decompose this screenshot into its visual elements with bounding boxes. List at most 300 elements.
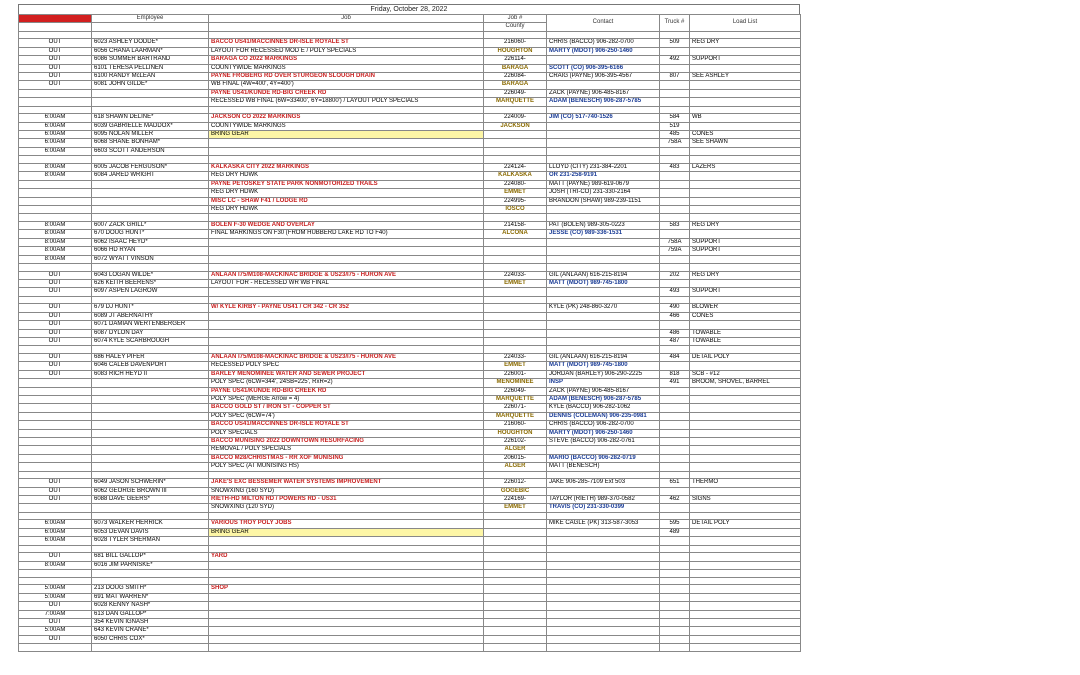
table-row xyxy=(19,255,801,263)
cell-job-number xyxy=(484,577,547,585)
cell-time xyxy=(19,296,92,304)
cell-truck xyxy=(660,362,690,370)
cell-contact: MIKE CAGLE (PK) 313-587-3053 xyxy=(547,520,660,528)
cell-contact xyxy=(547,627,660,635)
cell-employee: 6066 HD RYAN xyxy=(92,247,209,255)
table-row xyxy=(19,271,801,279)
cell-job-number xyxy=(484,337,547,345)
cell-contact: LLOYD (CITY) 231-384-2201 xyxy=(547,163,660,171)
cell-job: PAYNE US41/KUNDE RD-BIG CREEK RD xyxy=(209,89,484,97)
table-row xyxy=(19,610,801,618)
cell-contact xyxy=(547,329,660,337)
cell-load-list xyxy=(690,644,801,652)
cell-load-list xyxy=(690,593,801,601)
cell-employee: 6100 RANDY McLEAN xyxy=(92,73,209,81)
cell-job: BRING GEAR xyxy=(209,131,484,139)
cell-truck: 491 xyxy=(660,379,690,387)
cell-job xyxy=(209,337,484,345)
cell-job-number: ALGER xyxy=(484,463,547,471)
cell-job-number xyxy=(484,263,547,271)
cell-job-number xyxy=(484,238,547,246)
cell-job-number xyxy=(484,593,547,601)
cell-load-list: LAZERS xyxy=(690,163,801,171)
cell-time: OUT xyxy=(19,370,92,378)
cell-truck xyxy=(660,635,690,643)
cell-contact xyxy=(547,471,660,479)
table-row xyxy=(19,56,801,64)
header-contact: Contact xyxy=(547,15,660,32)
cell-contact: ZACK (PAYNE) 906-485-8167 xyxy=(547,89,660,97)
cell-contact: GIL (ANLAAN) 616-215-8194 xyxy=(547,353,660,361)
cell-employee: 6089 JT ABERNATHY xyxy=(92,312,209,320)
cell-truck: 595 xyxy=(660,520,690,528)
cell-load-list xyxy=(690,180,801,188)
cell-job-number xyxy=(484,610,547,618)
spacer-row xyxy=(19,296,801,304)
cell-employee xyxy=(92,412,209,420)
cell-contact xyxy=(547,247,660,255)
cell-truck xyxy=(660,421,690,429)
table-row xyxy=(19,39,801,47)
cell-load-list xyxy=(690,487,801,495)
cell-time: OUT xyxy=(19,39,92,47)
cell-load-list xyxy=(690,577,801,585)
cell-job-number xyxy=(484,321,547,329)
spacer-row xyxy=(19,263,801,271)
spacer-row xyxy=(19,570,801,578)
table-row xyxy=(19,553,801,561)
cell-truck xyxy=(660,189,690,197)
cell-load-list xyxy=(690,412,801,420)
cell-employee: 679 DJ HUNT* xyxy=(92,304,209,312)
cell-job xyxy=(209,247,484,255)
cell-job: PAYNE US41/KUNDE RD-BIG CREEK RD xyxy=(209,387,484,395)
cell-truck: 758A xyxy=(660,139,690,147)
cell-employee: 6062 ISAAC HEYD* xyxy=(92,238,209,246)
cell-contact xyxy=(547,255,660,263)
cell-truck xyxy=(660,396,690,404)
cell-contact xyxy=(547,288,660,296)
cell-job-number xyxy=(484,644,547,652)
cell-job xyxy=(209,321,484,329)
cell-job-number: 214158- xyxy=(484,221,547,229)
cell-job: JAKE'S EXC BESSEMER WATER SYSTEMS IMPROVEMENT xyxy=(209,479,484,487)
cell-job-number xyxy=(484,537,547,545)
cell-job-number: BARAGA xyxy=(484,64,547,72)
cell-contact: JOSH (TRI-CO) 231-330-2164 xyxy=(547,189,660,197)
cell-job xyxy=(209,255,484,263)
cell-employee xyxy=(92,296,209,304)
cell-truck xyxy=(660,593,690,601)
cell-contact xyxy=(547,139,660,147)
cell-contact: JIM (CO) 517-740-1526 xyxy=(547,114,660,122)
header-blank xyxy=(92,23,209,31)
cell-time xyxy=(19,379,92,387)
cell-load-list xyxy=(690,214,801,222)
cell-job-number: KALKASKA xyxy=(484,172,547,180)
cell-contact xyxy=(547,577,660,585)
cell-job-number: BARAGA xyxy=(484,81,547,89)
cell-job xyxy=(209,31,484,39)
header-employee: Employee xyxy=(92,15,209,23)
cell-employee xyxy=(92,189,209,197)
cell-job: LAYOUT FOR RECESSED MOD E / POLY SPECIALS xyxy=(209,47,484,55)
cell-employee: 686 HALEY PIFER xyxy=(92,353,209,361)
cell-time: 5:00AM xyxy=(19,585,92,593)
cell-truck xyxy=(660,321,690,329)
cell-job-number: 226102- xyxy=(484,438,547,446)
cell-job: LAYOUT FOR - RECESSED WR WB FINAL xyxy=(209,279,484,287)
cell-load-list xyxy=(690,396,801,404)
cell-truck: 202 xyxy=(660,271,690,279)
cell-job xyxy=(209,329,484,337)
cell-job-number xyxy=(484,296,547,304)
cell-load-list xyxy=(690,321,801,329)
cell-truck xyxy=(660,487,690,495)
cell-job xyxy=(209,644,484,652)
cell-load-list xyxy=(690,122,801,130)
cell-job xyxy=(209,471,484,479)
cell-employee xyxy=(92,89,209,97)
header-load-list: Load List xyxy=(690,15,801,32)
cell-time xyxy=(19,421,92,429)
cell-contact xyxy=(547,570,660,578)
cell-truck xyxy=(660,147,690,155)
spacer-row xyxy=(19,346,801,354)
cell-job-number: EMMET xyxy=(484,362,547,370)
cell-job xyxy=(209,288,484,296)
cell-load-list xyxy=(690,421,801,429)
cell-employee: 6050 CHRIS COX* xyxy=(92,635,209,643)
cell-time xyxy=(19,438,92,446)
cell-job xyxy=(209,610,484,618)
table-row xyxy=(19,438,801,446)
cell-job-number xyxy=(484,255,547,263)
cell-load-list xyxy=(690,147,801,155)
cell-job-number: 226114- xyxy=(484,56,547,64)
cell-employee xyxy=(92,98,209,106)
cell-load-list xyxy=(690,98,801,106)
cell-time: 8:00AM xyxy=(19,230,92,238)
cell-time: 6:00AM xyxy=(19,520,92,528)
cell-time: OUT xyxy=(19,362,92,370)
cell-job: BOLEN F-30 WEDGE AND OVERLAY xyxy=(209,221,484,229)
cell-truck xyxy=(660,471,690,479)
header-blank xyxy=(19,23,92,31)
cell-truck: 483 xyxy=(660,163,690,171)
cell-time: OUT xyxy=(19,329,92,337)
cell-contact: CRAIG (PAYNE) 906-395-4567 xyxy=(547,73,660,81)
cell-employee: 6068 SHANE BONHAM* xyxy=(92,139,209,147)
cell-employee xyxy=(92,471,209,479)
cell-load-list xyxy=(690,463,801,471)
cell-load-list xyxy=(690,47,801,55)
cell-time: 8:00AM xyxy=(19,221,92,229)
cell-load-list xyxy=(690,602,801,610)
cell-truck xyxy=(660,644,690,652)
schedule-rows xyxy=(19,31,801,651)
cell-employee: 618 SHAWN DELINE* xyxy=(92,114,209,122)
cell-load-list xyxy=(690,429,801,437)
cell-truck xyxy=(660,454,690,462)
cell-employee: 6074 KYLE SCARBROUGH xyxy=(92,337,209,345)
cell-load-list xyxy=(690,553,801,561)
cell-load-list: CONES xyxy=(690,131,801,139)
cell-job-number xyxy=(484,561,547,569)
cell-job: BACCO US41/MACCINNES DR-ISLE ROYALE ST xyxy=(209,39,484,47)
table-row xyxy=(19,504,801,512)
cell-time: OUT xyxy=(19,496,92,504)
cell-load-list: TOWABLE xyxy=(690,337,801,345)
cell-job-number: MARQUETTE xyxy=(484,412,547,420)
cell-time: OUT xyxy=(19,304,92,312)
cell-employee: 6095 NOLAN MILLER xyxy=(92,131,209,139)
cell-job xyxy=(209,512,484,520)
spacer-row xyxy=(19,545,801,553)
cell-employee xyxy=(92,545,209,553)
cell-load-list xyxy=(690,528,801,536)
table-row xyxy=(19,189,801,197)
cell-job-number: 224009- xyxy=(484,114,547,122)
cell-truck xyxy=(660,602,690,610)
cell-time: OUT xyxy=(19,487,92,495)
cell-load-list xyxy=(690,31,801,39)
cell-time: 8:00AM xyxy=(19,561,92,569)
cell-job-number xyxy=(484,520,547,528)
cell-employee: 670 DOUG HUNT* xyxy=(92,230,209,238)
cell-contact xyxy=(547,618,660,626)
cell-truck xyxy=(660,156,690,164)
cell-employee: 6016 JIM PARNISKE* xyxy=(92,561,209,569)
cell-contact xyxy=(547,644,660,652)
cell-time: OUT xyxy=(19,64,92,72)
cell-job: PAYNE PETOSKEY STATE PARK NONMOTORIZED TRAILS xyxy=(209,180,484,188)
cell-time: 8:00AM xyxy=(19,238,92,246)
cell-contact: MATT (PAYNE) 989-619-0679 xyxy=(547,180,660,188)
cell-job-number: MENOMINEE xyxy=(484,379,547,387)
spacer-row xyxy=(19,644,801,652)
cell-truck: 759A xyxy=(660,247,690,255)
cell-load-list: DETAIL POLY xyxy=(690,353,801,361)
cell-job xyxy=(209,312,484,320)
cell-job-number xyxy=(484,247,547,255)
cell-job xyxy=(209,156,484,164)
cell-time xyxy=(19,31,92,39)
cell-employee xyxy=(92,504,209,512)
cell-time: 5:00AM xyxy=(19,593,92,601)
cell-time: OUT xyxy=(19,602,92,610)
table-row xyxy=(19,593,801,601)
cell-load-list: TOWABLE xyxy=(690,329,801,337)
cell-truck xyxy=(660,47,690,55)
cell-load-list: BROOM, SHOVEL, BARREL xyxy=(690,379,801,387)
cell-time xyxy=(19,89,92,97)
cell-truck: 493 xyxy=(660,288,690,296)
table-row xyxy=(19,537,801,545)
cell-employee: 6056 CHANA LAARMAN* xyxy=(92,47,209,55)
cell-load-list xyxy=(690,512,801,520)
cell-load-list: REG DRY xyxy=(690,39,801,47)
cell-job xyxy=(209,602,484,610)
header-job-number: Job # xyxy=(484,15,547,23)
cell-contact: STEVE (BACCO) 906-282-0761 xyxy=(547,438,660,446)
table-row xyxy=(19,421,801,429)
cell-time xyxy=(19,404,92,412)
cell-load-list xyxy=(690,205,801,213)
table-row xyxy=(19,247,801,255)
cell-employee: 6071 DAMIAN WERTENBERGER xyxy=(92,321,209,329)
cell-job-number: 224033- xyxy=(484,353,547,361)
spacer-row xyxy=(19,577,801,585)
cell-job xyxy=(209,627,484,635)
cell-job-number: 224169- xyxy=(484,496,547,504)
cell-job-number xyxy=(484,570,547,578)
cell-contact xyxy=(547,537,660,545)
header-row xyxy=(19,15,801,23)
cell-job: FINAL MARKINGS ON F30 (FROM HUBBERD LAKE RD TO F40) xyxy=(209,230,484,238)
cell-truck xyxy=(660,545,690,553)
cell-job: RIETH-HD MILTON RD / POWERS RD - US31 xyxy=(209,496,484,504)
cell-load-list xyxy=(690,362,801,370)
cell-truck xyxy=(660,504,690,512)
cell-employee xyxy=(92,197,209,205)
cell-job-number: EMMET xyxy=(484,189,547,197)
cell-truck xyxy=(660,214,690,222)
cell-contact xyxy=(547,346,660,354)
table-row xyxy=(19,446,801,454)
cell-contact xyxy=(547,56,660,64)
table-row xyxy=(19,279,801,287)
cell-job: BACCO MUNISING 2022 DOWNTOWN RESURFACING xyxy=(209,438,484,446)
cell-job-number xyxy=(484,329,547,337)
cell-job-number xyxy=(484,147,547,155)
cell-contact xyxy=(547,214,660,222)
table-row xyxy=(19,114,801,122)
cell-load-list xyxy=(690,610,801,618)
cell-job xyxy=(209,139,484,147)
cell-contact: SCOTT (CO) 906-395-6166 xyxy=(547,64,660,72)
table-row xyxy=(19,487,801,495)
cell-job-number xyxy=(484,288,547,296)
cell-contact xyxy=(547,321,660,329)
cell-load-list xyxy=(690,454,801,462)
cell-time: OUT xyxy=(19,81,92,89)
cell-load-list xyxy=(690,156,801,164)
cell-load-list xyxy=(690,504,801,512)
date-header: Friday, October 28, 2022 xyxy=(18,4,800,14)
cell-job-number xyxy=(484,106,547,114)
cell-contact: PAT (BOLEN) 989-305-0223 xyxy=(547,221,660,229)
cell-load-list xyxy=(690,618,801,626)
cell-job: ANLAAN I75/M108-MACKINAC BRIDGE & US23/I75 - HURON AVE xyxy=(209,271,484,279)
cell-time: OUT xyxy=(19,553,92,561)
cell-job-number: IOSCO xyxy=(484,205,547,213)
cell-truck xyxy=(660,106,690,114)
cell-job xyxy=(209,147,484,155)
table-row xyxy=(19,362,801,370)
cell-job-number xyxy=(484,139,547,147)
cell-truck: 489 xyxy=(660,528,690,536)
header-truck: Truck # xyxy=(660,15,690,32)
cell-time: OUT xyxy=(19,353,92,361)
cell-employee: 6097 ASPEN LAGROW xyxy=(92,288,209,296)
cell-truck: 584 xyxy=(660,114,690,122)
cell-employee: 6053 DEVAN DAVIS xyxy=(92,528,209,536)
cell-truck xyxy=(660,585,690,593)
cell-truck xyxy=(660,230,690,238)
cell-employee xyxy=(92,379,209,387)
cell-truck xyxy=(660,387,690,395)
table-row xyxy=(19,463,801,471)
cell-load-list xyxy=(690,404,801,412)
cell-job: POLY SPEC (6CW=74') xyxy=(209,412,484,420)
cell-load-list: THERMO xyxy=(690,479,801,487)
cell-job-number xyxy=(484,131,547,139)
cell-job-number xyxy=(484,528,547,536)
cell-job: MISC LC - SHAW F41 / LODGE RD xyxy=(209,197,484,205)
cell-contact: ADAM (BENESCH) 906-287-5785 xyxy=(547,98,660,106)
cell-job: BACCO GOLD ST / IRON ST - COPPER ST xyxy=(209,404,484,412)
cell-employee: 6028 TYLER SHERMAN xyxy=(92,537,209,545)
cell-job-number: ALCONA xyxy=(484,230,547,238)
cell-job xyxy=(209,618,484,626)
cell-employee: 6081 JOHN GILDE* xyxy=(92,81,209,89)
cell-job-number: 226084- xyxy=(484,73,547,81)
cell-load-list xyxy=(690,561,801,569)
cell-truck xyxy=(660,81,690,89)
cell-time xyxy=(19,504,92,512)
cell-truck xyxy=(660,31,690,39)
cell-truck xyxy=(660,570,690,578)
cell-employee: 643 KEVIN CRANE* xyxy=(92,627,209,635)
cell-contact xyxy=(547,545,660,553)
cell-time: OUT xyxy=(19,312,92,320)
cell-truck xyxy=(660,180,690,188)
cell-employee xyxy=(92,512,209,520)
cell-employee xyxy=(92,463,209,471)
table-row xyxy=(19,602,801,610)
table-row xyxy=(19,404,801,412)
cell-time: OUT xyxy=(19,271,92,279)
cell-load-list: SUPPORT xyxy=(690,238,801,246)
cell-employee: 6039 GABRIELLE MADDOX* xyxy=(92,122,209,130)
cell-employee: 6073 WALKER HERRICK xyxy=(92,520,209,528)
cell-contact: TRAVIS (CO) 231-330-0399 xyxy=(547,504,660,512)
cell-job-number: 226049- xyxy=(484,89,547,97)
table-row xyxy=(19,396,801,404)
cell-truck xyxy=(660,512,690,520)
cell-time xyxy=(19,454,92,462)
cell-employee: 626 KEITH BEERENS* xyxy=(92,279,209,287)
cell-load-list xyxy=(690,263,801,271)
cell-truck: 487 xyxy=(660,337,690,345)
spacer-row xyxy=(19,471,801,479)
cell-truck xyxy=(660,64,690,72)
cell-load-list xyxy=(690,570,801,578)
cell-truck: 484 xyxy=(660,353,690,361)
cell-job-number xyxy=(484,627,547,635)
table-row xyxy=(19,238,801,246)
cell-load-list xyxy=(690,346,801,354)
cell-load-list: SCB - #12 xyxy=(690,370,801,378)
cell-job-number: 226012- xyxy=(484,479,547,487)
cell-contact xyxy=(547,81,660,89)
spacer-row xyxy=(19,106,801,114)
cell-contact: JORDAN (BARLEY) 906-290-2225 xyxy=(547,370,660,378)
cell-employee: 6084 JARED WRIGHT xyxy=(92,172,209,180)
cell-job xyxy=(209,537,484,545)
cell-truck xyxy=(660,610,690,618)
